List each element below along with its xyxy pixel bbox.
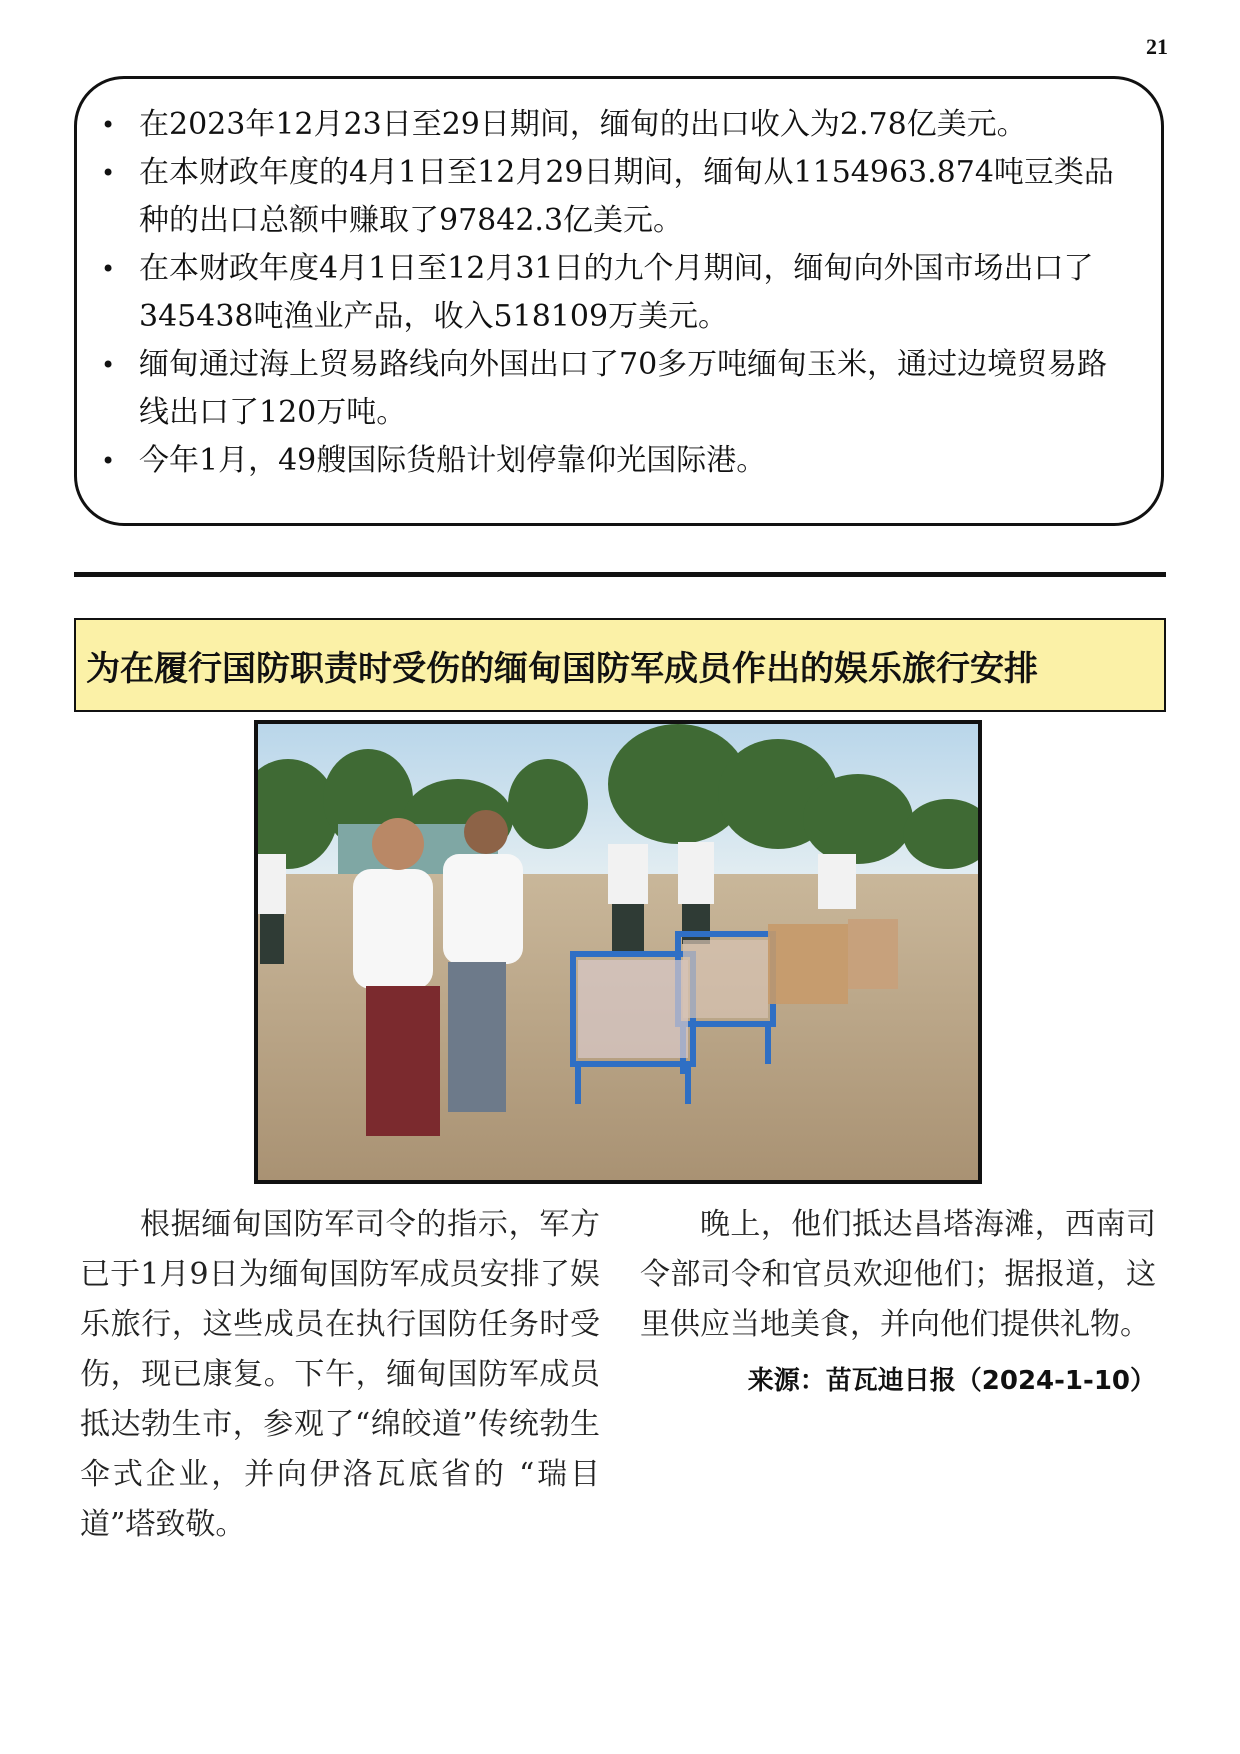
bullet-item: • 缅甸通过海上贸易路线向外国出口了70多万吨缅甸玉米，通过边境贸易路线出口了120万吨。 [139,341,1131,437]
section-divider [74,572,1166,577]
article-paragraph: 根据缅甸国防军司令的指示，军方已于1月9日为缅甸国防军成员安排了娱乐旅行，这些成员在执行国防任务时受伤，现已康复。下午，缅甸国防军成员抵达勃生市，参观了“绵皎道”传统勃生伞式企业，并向伊洛瓦底省的 “瑞目道”塔致敬。 [80,1207,600,1542]
bullet-item: • 在本财政年度4月1日至12月31日的九个月期间，缅甸向外国市场出口了345438吨渔业产品，收入518109万美元。 [139,245,1131,341]
article-source: 来源：苗瓦迪日报（2024-1-10） [747,1366,1156,1396]
article-photo [254,720,982,1184]
bullet-item: • 在本财政年度的4月1日至12月29日期间，缅甸从1154963.874吨豆类品种的出口总额中赚取了97842.3亿美元。 [139,149,1131,245]
page-number: 21 [1146,34,1168,59]
article-title: 为在履行国防职责时受伤的缅甸国防军成员作出的娱乐旅行安排 [74,618,1166,712]
beach-scene-image [258,724,978,1180]
bullet-item: • 在2023年12月23日至29日期间，缅甸的出口收入为2.78亿美元。 [139,101,1131,149]
article-paragraph: 晚上，他们抵达昌塔海滩，西南司令部司令和官员欢迎他们；据报道，这里供应当地美食，并向他们提供礼物。 [640,1207,1156,1342]
news-bullet-box [74,76,1164,526]
article-column-left [80,1200,600,1550]
bullet-list [77,79,1161,485]
bullet-item: • 今年1月，49艘国际货船计划停靠仰光国际港。 [139,437,1131,485]
article-column-right [640,1200,1156,1406]
